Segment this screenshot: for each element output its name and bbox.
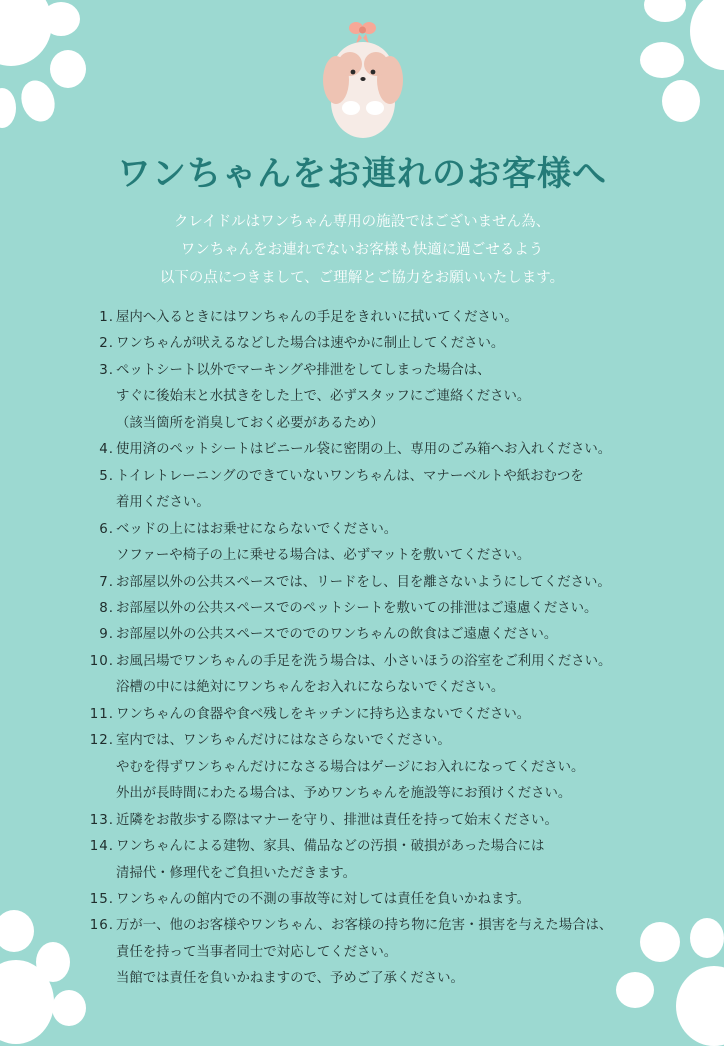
rule-line: 清掃代・修理代をご負担いただきます。 — [116, 865, 356, 881]
rule-number: 9. — [99, 627, 114, 643]
rule-item — [60, 358, 700, 437]
dog-illustration-icon — [318, 18, 408, 140]
rule-line: 当館では責任を負いかねますので、予めご了承ください。 — [116, 971, 464, 987]
rule-number: 12. — [89, 733, 114, 749]
rule-line: ワンちゃんの館内での不測の事故等に対しては責任を負いかねます。 — [116, 891, 531, 907]
rule-line: ワンちゃんの食器や食べ残しをキッチンに持ち込まないでください。 — [116, 706, 531, 722]
rule-line: トイレトレーニングのできていないワンちゃんは、マナーベルトや紙おむつを — [116, 468, 584, 484]
paw-toe-icon — [0, 88, 16, 128]
rule-line: 使用済のペットシートはビニール袋に密閉の上、専用のごみ箱へお入れください。 — [116, 442, 612, 458]
rule-line: お風呂場でワンちゃんの手足を洗う場合は、小さいほうの浴室をご利用ください。 — [116, 653, 612, 669]
paw-toe-icon — [16, 76, 60, 126]
rule-line: ワンちゃんによる建物、家具、備品などの汚損・破損があった場合には — [116, 839, 545, 855]
paw-toe-icon — [662, 80, 700, 122]
paw-toe-icon — [644, 0, 686, 22]
rule-number: 16. — [89, 918, 114, 934]
paw-toe-icon — [50, 50, 86, 88]
rule-number: 1. — [99, 310, 114, 325]
rule-text — [116, 517, 700, 570]
rule-item — [60, 728, 700, 807]
rule-item — [60, 596, 700, 622]
rule-line: 屋内へ入るときにはワンちゃんの手足をきれいに拭いてください。 — [116, 310, 518, 325]
rule-text — [116, 808, 700, 834]
rule-line: 着用ください。 — [116, 495, 210, 511]
rule-item — [60, 331, 700, 357]
rule-number: 11. — [89, 706, 114, 722]
rule-line: ペットシート以外でマーキングや排泄をしてしまった場合は、 — [116, 362, 491, 378]
rule-line: お部屋以外の公共スペースでのでのワンちゃんの飲食はご遠慮ください。 — [116, 627, 558, 643]
rule-line: ワンちゃんが吠えるなどした場合は速やかに制止してください。 — [116, 336, 505, 352]
rule-item — [60, 913, 700, 992]
rule-number: 6. — [99, 521, 114, 537]
rule-line: 室内では、ワンちゃんだけにはなさらないでください。 — [116, 733, 451, 749]
paw-toe-icon — [640, 42, 684, 78]
rule-text — [116, 331, 700, 357]
rule-line: ソファーや椅子の上に乗せる場合は、必ずマットを敷いてください。 — [116, 548, 531, 564]
rule-line: お部屋以外の公共スペースでは、リードをし、目を離さないようにしてください。 — [116, 574, 611, 590]
rule-text — [116, 887, 700, 913]
rule-number: 14. — [89, 839, 114, 855]
rule-number: 4. — [99, 442, 114, 458]
rule-text — [116, 570, 700, 596]
rule-line: 浴槽の中には絶対にワンちゃんをお入れにならないでください。 — [116, 680, 505, 696]
rule-item — [60, 702, 700, 728]
rule-text — [116, 358, 700, 437]
rule-item — [60, 887, 700, 913]
rules-list — [60, 305, 700, 993]
rule-text — [116, 702, 700, 728]
paw-toe-icon — [0, 910, 34, 952]
intro-line: 以下の点につきまして、ご理解とご協力をお願いいたします。 — [159, 270, 565, 286]
rule-line: （該当箇所を消臭しておく必要があるため） — [116, 415, 384, 431]
rule-item — [60, 517, 700, 570]
rule-item — [60, 570, 700, 596]
intro-line: ワンちゃんをお連れでないお客様も快適に過ごせるよう — [180, 242, 544, 258]
rule-number: 10. — [89, 653, 114, 669]
rule-line: すぐに後始末と水拭きをした上で、必ずスタッフにご連絡ください。 — [116, 389, 531, 405]
rule-number: 5. — [99, 468, 114, 484]
rule-text — [116, 596, 700, 622]
rule-item — [60, 834, 700, 887]
rule-item — [60, 437, 700, 463]
rule-number: 3. — [99, 362, 114, 378]
rule-number: 2. — [99, 336, 114, 352]
paw-toe-icon — [52, 990, 86, 1026]
rule-line: 外出が長時間にわたる場合は、予めワンちゃんを施設等にお預けください。 — [116, 786, 572, 802]
rule-line: やむを得ずワンちゃんだけになさる場合はゲージにお入れになってください。 — [116, 759, 585, 775]
rule-line: 近隣をお散歩する際はマナーを守り、排泄は責任を持って始末ください。 — [116, 812, 558, 828]
rule-text — [116, 464, 700, 517]
rule-number: 7. — [99, 574, 114, 590]
rule-line: 責任を持って当事者同士で対応してください。 — [116, 944, 398, 960]
paw-print-icon — [690, 0, 724, 70]
rule-text — [116, 305, 700, 331]
intro-text — [0, 208, 724, 292]
rule-item — [60, 464, 700, 517]
rule-number: 13. — [89, 812, 114, 828]
rule-text — [116, 834, 700, 887]
rule-item — [60, 649, 700, 702]
rule-line: お部屋以外の公共スペースでのペットシートを敷いての排泄はご遠慮ください。 — [116, 600, 598, 616]
rule-line: 万が一、他のお客様やワンちゃん、お客様の持ち物に危害・損害を与えた場合は、 — [116, 918, 613, 934]
rule-item — [60, 808, 700, 834]
rule-item — [60, 622, 700, 648]
paw-toe-icon — [42, 2, 80, 36]
rule-text — [116, 622, 700, 648]
rule-line: ベッドの上にはお乗せにならないでください。 — [116, 521, 398, 537]
rule-text — [116, 728, 700, 807]
rule-text — [116, 649, 700, 702]
rule-text — [116, 437, 700, 463]
intro-line: クレイドルはワンちゃん専用の施設ではございません為、 — [173, 214, 551, 230]
rule-text — [116, 913, 700, 992]
rule-number: 15. — [89, 891, 114, 907]
rule-item — [60, 305, 700, 331]
rule-number: 8. — [99, 600, 114, 616]
page-title: ワンちゃんをお連れのお客様へ — [117, 154, 607, 194]
